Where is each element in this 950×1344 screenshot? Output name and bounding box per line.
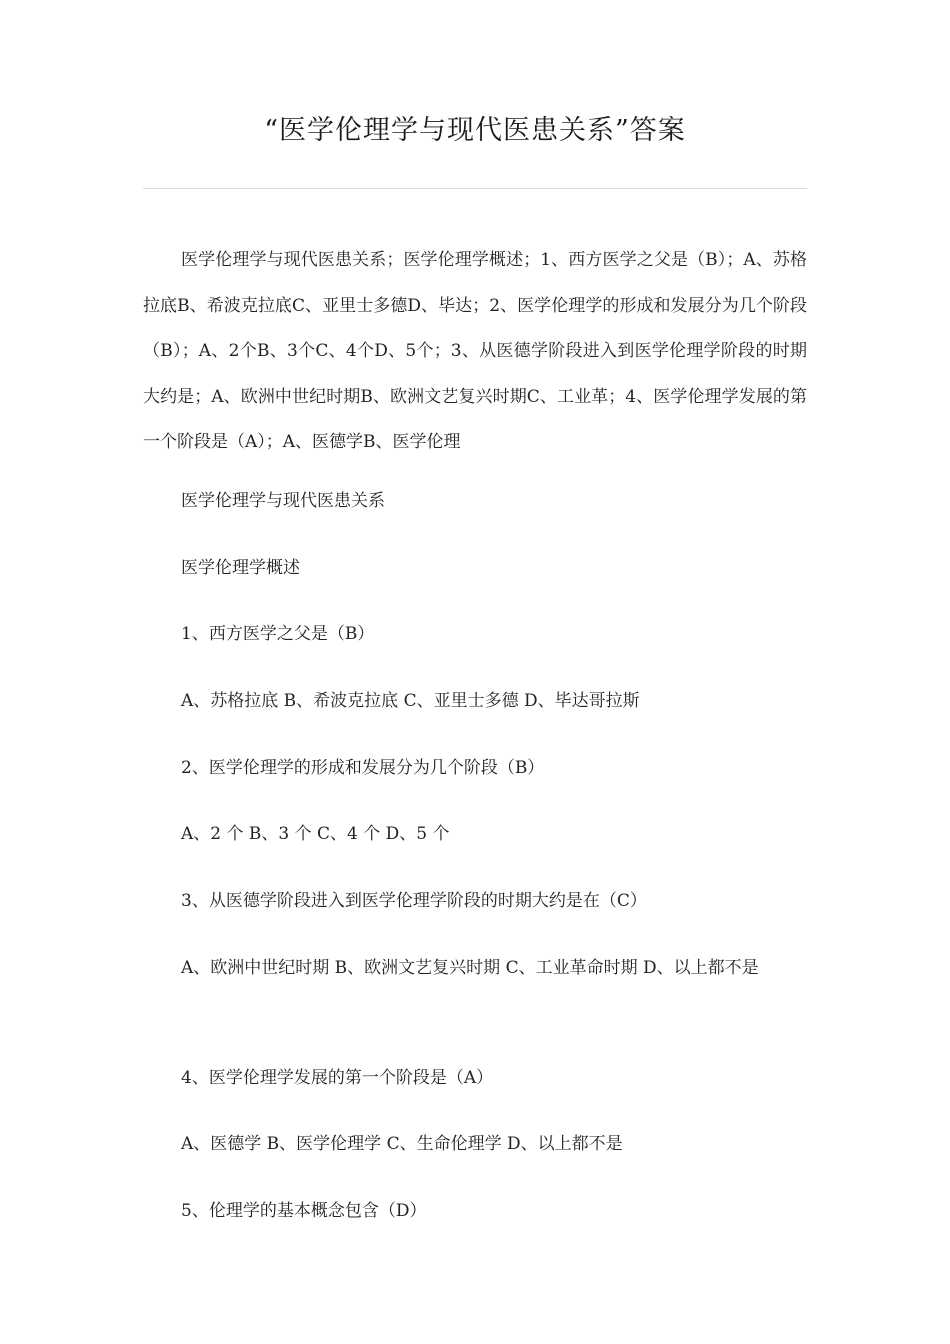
question-4: 4、医学伦理学发展的第一个阶段是（A） [181,1068,494,1088]
question-1: 1、西方医学之父是（B） [181,624,375,644]
options-3: A、欧洲中世纪时期 B、欧洲文艺复兴时期 C、工业革命时期 D、以上都不是 [181,958,759,978]
title-divider [143,188,807,189]
question-5: 5、伦理学的基本概念包含（D） [181,1201,427,1221]
document-title: “医学伦理学与现代医患关系”答案 [264,115,686,146]
paragraph-heading: 医学伦理学与现代医患关系 [181,491,385,511]
options-2: A、2 个 B、3 个 C、4 个 D、5 个 [181,824,450,844]
options-4: A、医德学 B、医学伦理学 C、生命伦理学 D、以上都不是 [181,1134,623,1154]
options-1: A、苏格拉底 B、希波克拉底 C、亚里士多德 D、毕达哥拉斯 [181,691,640,711]
summary-paragraph: 医学伦理学与现代医患关系；医学伦理学概述；1、西方医学之父是（B）；A、苏格拉底B、希波克拉底C、亚里士多德D、毕达；2、医学伦理学的形成和发展分为几个阶段（B）；A、2个B、3个C、4个D、5个；3、从医德学阶段进入到医学伦理学阶段的时期大约是；A、欧洲中世纪时期B、欧洲文艺复兴时期C、工业革；4、医学伦理学发展的第一个阶段是（A）；A、医德学B、医学伦理 [143,250,807,452]
question-3: 3、从医德学阶段进入到医学伦理学阶段的时期大约是在（C） [181,891,647,911]
question-2: 2、医学伦理学的形成和发展分为几个阶段（B） [181,758,545,778]
paragraph-subheading: 医学伦理学概述 [181,558,300,578]
